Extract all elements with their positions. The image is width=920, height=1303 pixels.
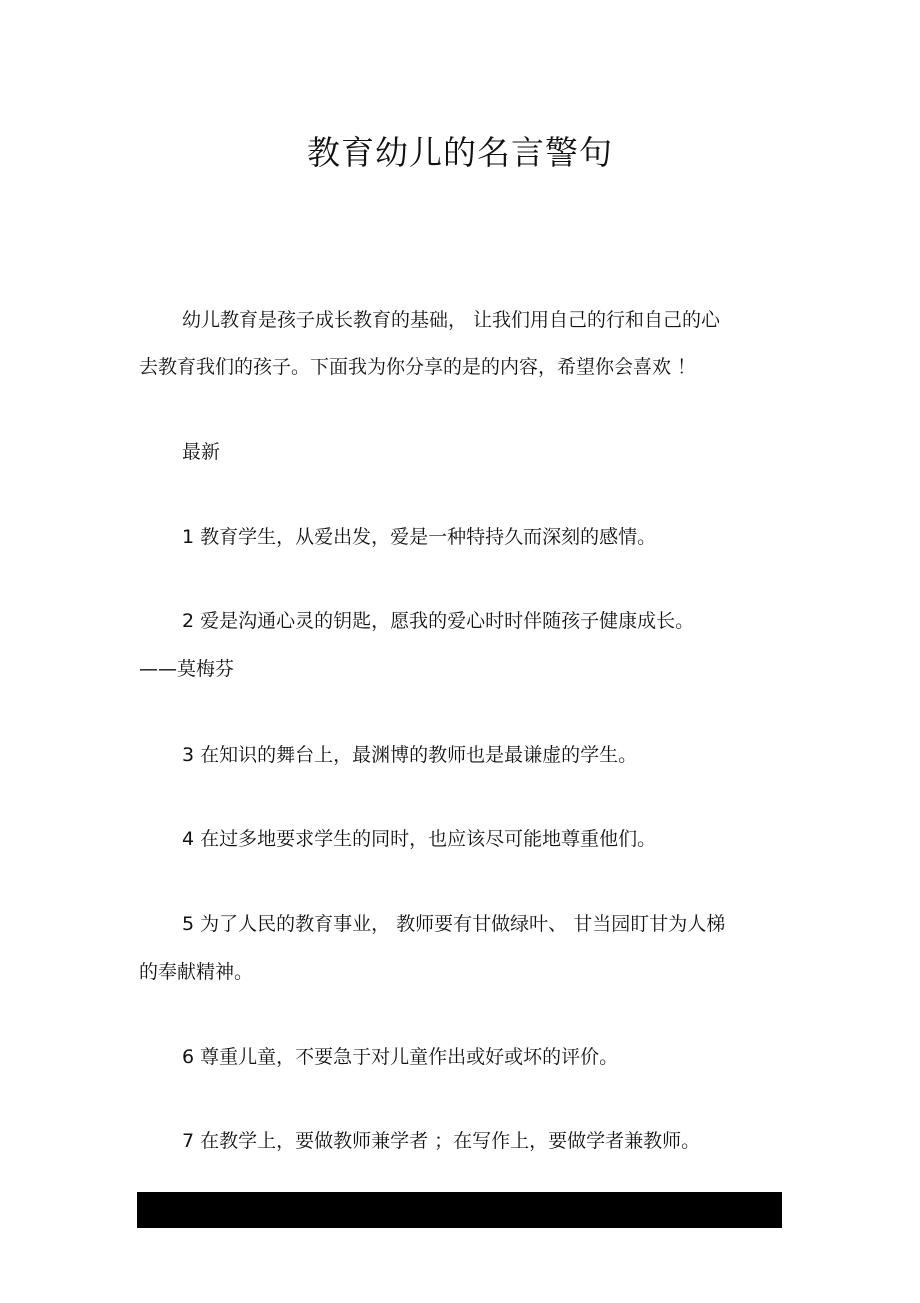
intro-line-1: 幼儿教育是孩子成长教育的基础， 让我们用自己的行和自己的心 xyxy=(182,309,721,331)
quote-3: 3 在知识的舞台上，最渊博的教师也是最谦虚的学生。 xyxy=(182,744,638,766)
section-label: 最新 xyxy=(182,441,221,463)
page-title: 教育幼儿的名言警句 xyxy=(307,133,613,172)
quote-6: 6 尊重儿童，不要急于对儿童作出或好或坏的评价。 xyxy=(182,1046,619,1068)
quote-1: 1 教育学生，从爱出发，爱是一种特持久而深刻的感情。 xyxy=(182,526,657,548)
quote-7: 7 在教学上，要做教师兼学者 ；在写作上，要做学者兼教师。 xyxy=(182,1130,701,1152)
quote-2-attribution: ——莫梅芬 xyxy=(139,658,235,680)
quote-5-continued: 的奉献精神。 xyxy=(139,961,254,983)
quote-4: 4 在过多地要求学生的同时，也应该尽可能地尊重他们。 xyxy=(182,828,657,850)
intro-line-2: 去教育我们的孩子。下面我为你分享的是的内容，希望你会喜欢 ！ xyxy=(139,356,697,378)
quote-5: 5 为了人民的教育事业， 教师要有甘做绿叶、 甘当园盯甘为人梯 xyxy=(182,913,726,935)
quote-2: 2 爱是沟通心灵的钥匙，愿我的爱心时时伴随孩子健康成长。 xyxy=(182,610,695,632)
footer-redaction-bar xyxy=(137,1192,782,1228)
